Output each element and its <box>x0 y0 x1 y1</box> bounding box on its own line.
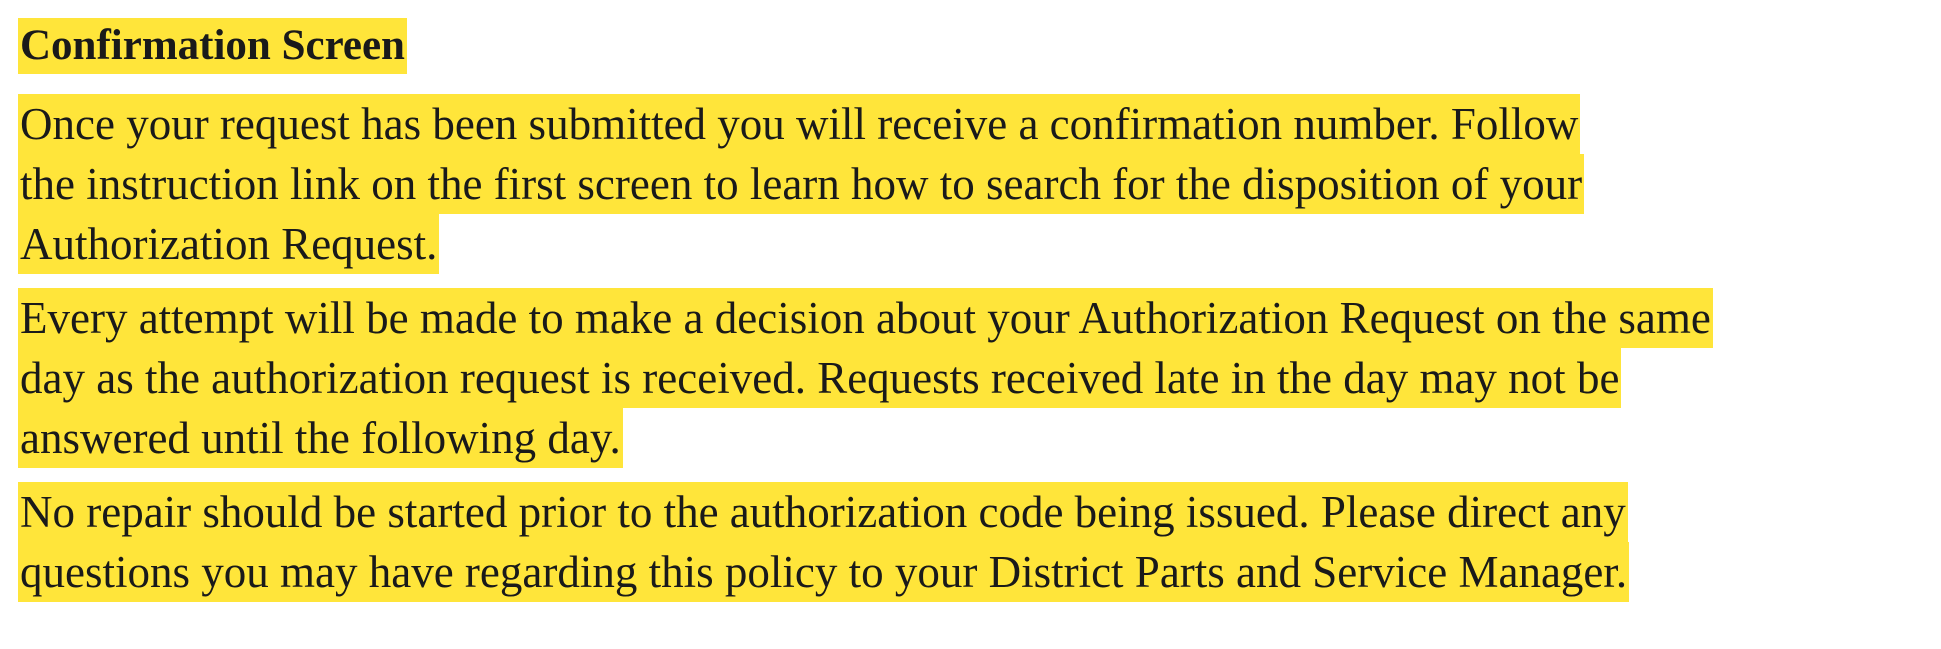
highlighted-text: Authorization Request. <box>18 214 439 274</box>
paragraph-line <box>18 94 1928 154</box>
paragraph-line <box>18 482 1928 542</box>
highlighted-text: questions you may have regarding this policy to your District Parts and Service Manager. <box>18 542 1629 602</box>
highlighted-text: Once your request has been submitted you will receive a confirmation number. Follow <box>18 94 1580 154</box>
highlighted-text: day as the authorization request is received. Requests received late in the day may not be <box>18 348 1621 408</box>
paragraph-line <box>18 408 1928 468</box>
paragraph-decision-timing <box>18 288 1928 468</box>
highlighted-text: Every attempt will be made to make a decision about your Authorization Request on the same <box>18 288 1713 348</box>
highlighted-text: answered until the following day. <box>18 408 623 468</box>
paragraph-line <box>18 288 1928 348</box>
highlighted-text: No repair should be started prior to the authorization code being issued. Please direct any <box>18 482 1628 542</box>
page-title: Confirmation Screen <box>18 18 407 74</box>
paragraph-line <box>18 214 1928 274</box>
paragraph-confirmation <box>18 94 1928 274</box>
paragraph-line <box>18 542 1928 602</box>
paragraph-line <box>18 154 1928 214</box>
document-page <box>18 18 1928 616</box>
paragraph-line <box>18 348 1928 408</box>
paragraph-repair-policy <box>18 482 1928 602</box>
highlighted-text: the instruction link on the first screen to learn how to search for the disposition of your <box>18 154 1584 214</box>
heading-line <box>18 18 1928 74</box>
